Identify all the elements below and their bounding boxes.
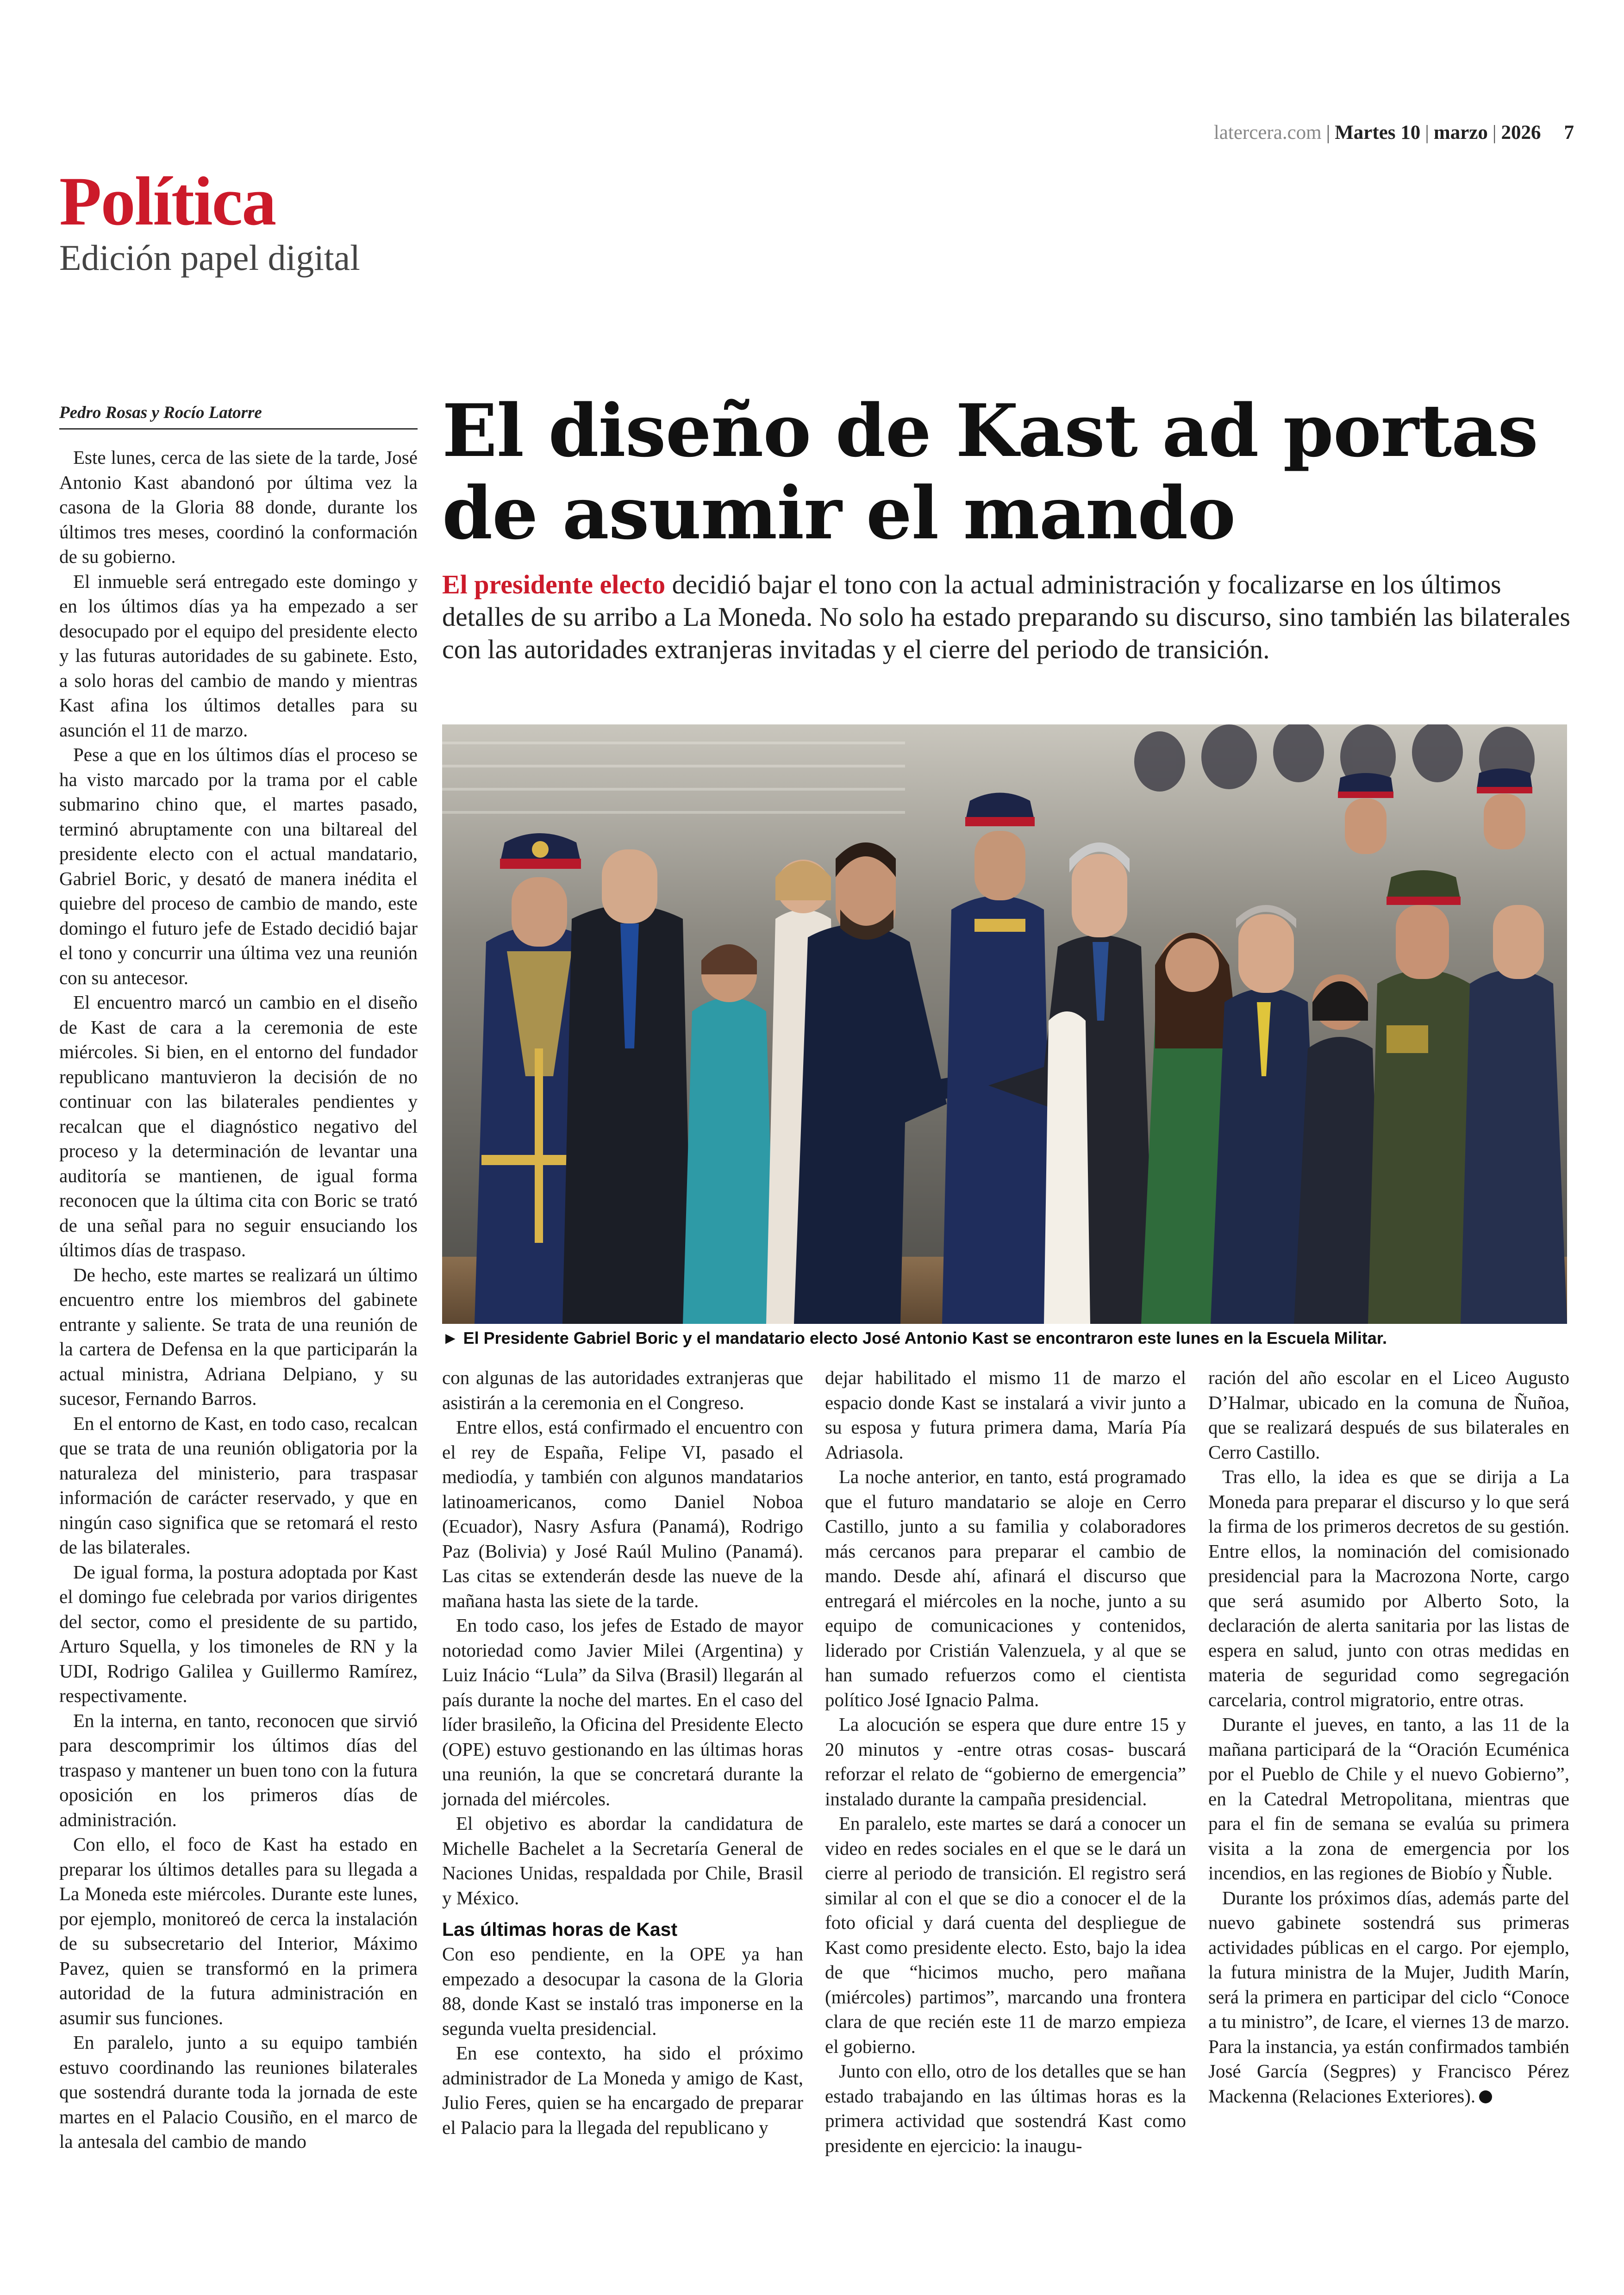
paragraph: Con ello, el foco de Kast ha estado en preparar los últimos detalles para su llegada a La Moneda este miércoles. Durante este lunes, por ejemplo, monitoreó de cerca la instalación de su subsecretario del Interior, Máximo Pavez, quien se transformó en la primera autoridad de la futura administración en asumir sus funciones. [59,1834,418,2028]
paragraph: En paralelo, junto a su equipo también estuvo coordinando las reuniones bilaterales que sostendrá durante toda la jornada de este martes en el Palacio Cousiño, en el marco de la antesala del cambio de mando [59,2032,418,2152]
paragraph: El objetivo es abordar la candidatura de Michelle Bachelet a la Secretaría General de Naciones Unidas, respaldada por Chile, Brasil y México. [442,1813,803,1908]
paragraph: De igual forma, la postura adoptada por Kast el domingo fue celebrada por varios dirigentes del sector, como el presidente de su partido, Arturo Squella, y los timoneles de RN y la UDI, Rodrigo Galilea y Guillermo Ramírez, respectivamente. [59,1561,418,1706]
section-subtitle: Edición papel digital [59,237,360,278]
paragraph: Junto con ello, otro de los detalles que se han estado trabajando en las últimas horas es la primera actividad que sostendrá Kast como presidente en ejercicio: la inaugu- [825,2060,1186,2156]
paragraph: Con eso pendiente, en la OPE ya han empezado a desocupar la casona de la Gloria 88, donde Kast se instaló tras imponerse en la segunda vuelta presidencial. [442,1943,803,2039]
byline: Pedro Rosas y Rocío Latorre [59,403,418,430]
section-title: Política [59,163,276,240]
paragraph: con algunas de las autoridades extranjeras que asistirán a la ceremonia en el Congreso. [442,1367,803,1413]
paragraph: Durante los próximos días, además parte del nuevo gabinete sostendrá sus primeras actividades públicas en el cargo. Por ejemplo, la futura ministra de la Mujer, Judith Marín, será la primera en participar del ciclo “Conoce a tu ministro”, de Icare, el viernes 13 de marzo. Para la instancia, ya están confirmados también José García (Segpres) y Francisco Pérez Mackenna (Relaciones Exteriores). [1208,1887,1569,2107]
paragraph: El encuentro marcó un cambio en el diseño de Kast de cara a la ceremonia de este miércoles. Si bien, en el entorno del fundador republicano mantuvieron la decisión de no continuar con las bilaterales pendientes y recalcan que el diagnóstico negativo del proceso y la determinación de levantar una auditoría se mantienen, de igual forma reconocen que la última cita con Boric se trató de una señal para no seguir ensuciando los últimos días de traspaso. [59,992,418,1260]
paragraph: Tras ello, la idea es que se dirija a La Moneda para preparar el discurso y lo que será la firma de los primeros decretos de su gestión. Entre ellos, la nominación del comisionado presidencial para la Macrozona Norte, cargo que será asumido por Alberto Soto, la declaración de alerta sanitaria por las listas de espera en salud, junto con otras medidas en materia de seguridad como segregación carcelaria, control migratorio, entre otras. [1208,1466,1569,1710]
deck-lead: El presidente electo [442,569,666,599]
paragraph: dejar habilitado el mismo 11 de marzo el espacio donde Kast se instalará a vivir junto a su esposa y futura primera dama, María Pía Adriasola. [825,1367,1186,1463]
paragraph: En todo caso, los jefes de Estado de mayor notoriedad como Javier Milei (Argentina) y Luiz Inácio “Lula” da Silva (Brasil) llegarán al país durante la noche del martes. En el caso del líder brasileño, la Oficina del Presidente Electo (OPE) estuvo gestionando en las últimas horas una reunión, la que se concretará durante la jornada del miércoles. [442,1615,803,1809]
end-mark-icon [1479,2090,1492,2103]
paragraph: Pese a que en los últimos días el proceso se ha visto marcado por la trama por el cable submarino chino que, el martes pasado, terminó abruptamente con una biltareal del presidente electo con el actual mandatario, Gabriel Boric, y desató de manera inédita el quiebre del proceso de cambio de mando, este domingo el futuro jefe de Estado decidió bajar el tono y concurrir una última vez una reunión con su antecesor. [59,744,418,988]
paragraph: Entre ellos, está confirmado el encuentro con el rey de España, Felipe VI, pasado el mediodía, y también con algunos mandatarios latinoamericanos, como Daniel Noboa (Ecuador), Nasry Asfura (Panamá), Rodrigo Paz (Bolivia) y José Raúl Mulino (Panamá). Las citas se extenderán desde las nueve de la mañana hasta las siete de la tarde. [442,1416,803,1611]
page-header: latercera.com | Martes 10 | marzo | 2026 7 [1213,122,1574,143]
site-name[interactable]: latercera.com [1213,122,1322,143]
paragraph: De hecho, este martes se realizará un último encuentro entre los miembros del gabinete entrante y saliente. Se trata de una reunión de la cartera de Defensa en la que participarán la actual ministra, Adriana Delpiano, y su sucesor, Fernando Barros. [59,1264,418,1409]
photo-caption: ► El Presidente Gabriel Boric y el mandatario electo José Antonio Kast se encontraron este lunes en la Escuela Militar. [442,1328,1387,1347]
paragraph: ración del año escolar en el Liceo Augusto D’Halmar, ubicado en la comuna de Ñuñoa, que se realizará después de sus bilaterales en Cerro Castillo. [1208,1367,1569,1463]
paragraph: Este lunes, cerca de las siete de la tarde, José Antonio Kast abandonó por última vez la casona de la Gloria 88 donde, durante los últimos tres meses, coordinó la conformación de su gobierno. [59,447,418,567]
paragraph: La noche anterior, en tanto, está programado que el futuro mandatario se aloje en Cerro Castillo, junto a su familia y colaboradores más cercanos para preparar el cambio de mando. Desde ahí, afinará el discurso que entregará el miércoles en la noche, junto a su equipo de comunicaciones y contenidos, liderado por Cristián Valenzuela, y al que se han sumado refuerzos como el cientista político José Ignacio Palma. [825,1466,1186,1710]
paragraph: En ese contexto, ha sido el próximo administrador de La Moneda y amigo de Kast, Julio Feres, quien se ha encargado de preparar el Palacio para la llegada del republicano y [442,2042,803,2138]
paragraph: En el entorno de Kast, en todo caso, recalcan que se trata de una reunión obligatoria por la naturaleza del ministerio, para traspasar información de carácter reservado, y que en ningún caso significa que se retomará el resto de las bilaterales. [59,1412,418,1558]
page-number: 7 [1564,122,1574,143]
paragraph: Durante el jueves, en tanto, a las 11 de la mañana participará de la “Oración Ecuménica por el Pueblo de Chile y el nuevo Gobierno”, en la Catedral Metropolitana, mientras que para el fin de semana se evalúa su primera visita a la zona de emergencia por los incendios, en las regiones de Biobío y Ñuble. [1208,1714,1569,1883]
article-photo [442,724,1567,1324]
header-year: 2026 [1501,122,1541,143]
article-column-1 [59,445,418,2154]
article-column-2 [442,1366,803,2140]
headline: El diseño de Kast ad portas de asumir el mando [442,388,1538,555]
article-column-3 [825,1366,1186,2158]
subheading: Las últimas horas de Kast [442,1919,678,1940]
article-column-4 [1208,1366,1569,2108]
paragraph: En la interna, en tanto, reconocen que sirvió para descomprimir los últimos días del traspaso y mantener un buen tono con la futura oposición en los primeros días de administración. [59,1709,418,1830]
paragraph: El inmueble será entregado este domingo y en los últimos días ya ha empezado a ser desocupado por el equipo del presidente electo y las futuras autoridades de su gabinete. Esto, a solo horas del cambio de mando y mientras Kast afina los últimos detalles para su asunción el 11 de marzo. [59,570,418,741]
header-month: marzo [1433,122,1488,143]
deck-text: decidió bajar el tono con la actual administración y focalizarse en los últimos detalles de su arribo a La Moneda. No solo ha estado preparando su discurso, sino también las bilaterales con las autoridades extranjeras invitadas y el cierre del periodo de transición. [442,569,1570,664]
paragraph: La alocución se espera que dure entre 15 y 20 minutos y -entre otras cosas- buscará reforzar el relato de “gobierno de emergencia” instalado durante la campaña presidencial. [825,1714,1186,1809]
deck [442,568,1572,666]
paragraph: En paralelo, este martes se dará a conocer un video en redes sociales en el que se le dará un cierre al periodo de transición. El registro será similar al con el que se dio a conocer el de la foto oficial y dará cuenta del despliegue de Kast como presidente electo. Esto, bajo la idea de que “hicimos mucho, pero mañana (miércoles) partimos”, marcando una frontera clara de que recién este 11 de marzo empieza el gobierno. [825,1813,1186,2057]
header-day: Martes 10 [1335,122,1421,143]
